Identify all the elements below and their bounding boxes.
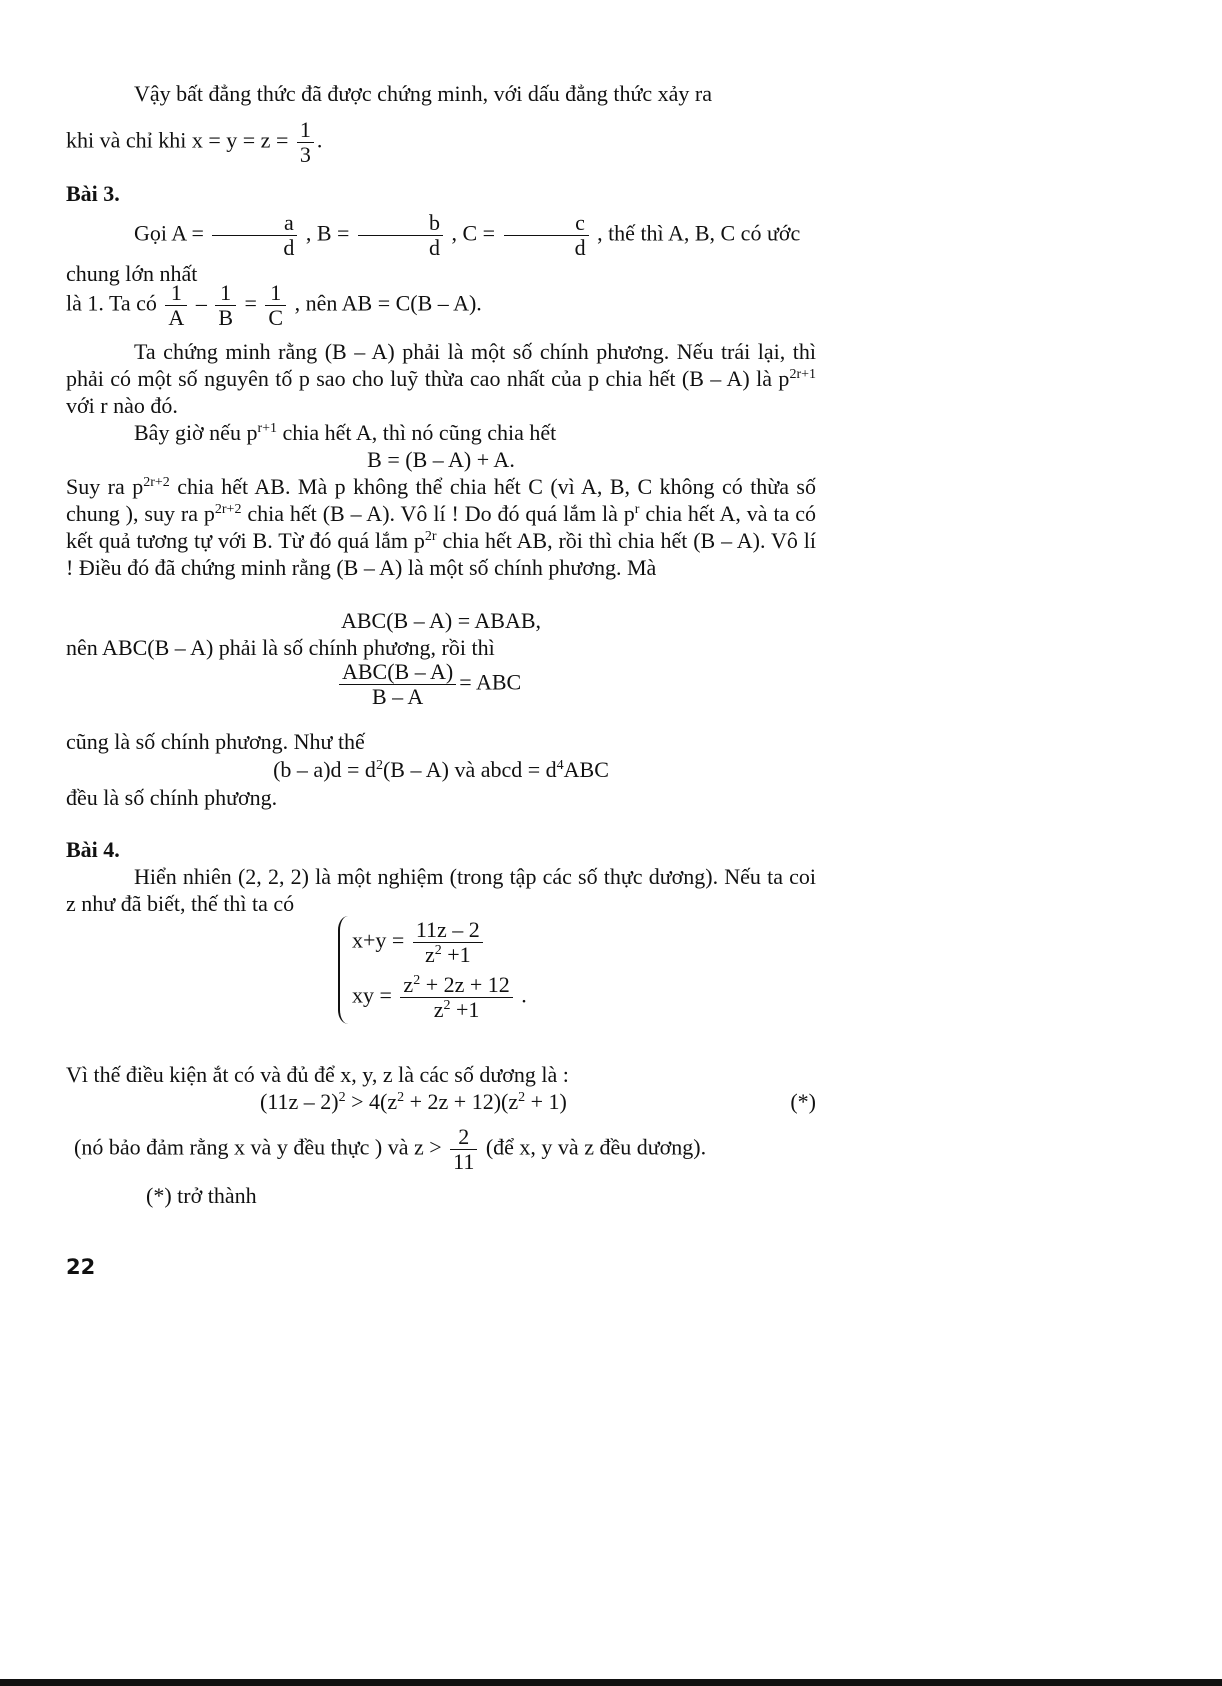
document-page: [66, 0, 816, 1686]
text-segment: = ABC: [459, 669, 522, 695]
equation-sum: [352, 918, 516, 967]
text-punct: .: [521, 982, 527, 1008]
exponent: 2: [518, 1090, 526, 1105]
equation-abcd: [66, 756, 816, 783]
exponent: 2r+2: [214, 502, 242, 517]
equation-product: [352, 973, 516, 1022]
fraction-numerator: 11z – 2: [413, 918, 483, 943]
paragraph-becomes: (*) trở thành: [146, 1183, 257, 1208]
fraction-denominator: C: [268, 305, 284, 330]
exponent: r: [634, 502, 640, 517]
exponent: 2: [375, 758, 383, 773]
exponent: 2: [413, 973, 421, 988]
text-segment: + 2z + 12)(z: [404, 1089, 519, 1114]
fraction-numerator: ABC(B – A): [339, 660, 456, 685]
paragraph-also-square: cũng là số chính phương. Như thế: [66, 729, 365, 754]
fraction-denominator: B: [218, 305, 233, 330]
heading-bai-3: Bài 3.: [66, 181, 120, 206]
fraction-denominator: d: [428, 235, 440, 260]
text-segment: + 2z + 12: [420, 972, 510, 997]
fraction-b-over-d: [358, 211, 443, 260]
fraction-one-over-c: [265, 281, 286, 330]
equation-system: [338, 912, 758, 1028]
fraction-product: [400, 973, 512, 1022]
fraction-denominator: [400, 998, 512, 1022]
equation-abc-fraction: [336, 660, 736, 709]
paragraph-square-claim: [66, 338, 816, 419]
text-segment: z: [433, 997, 444, 1022]
text-segment: ABC: [563, 757, 609, 782]
fraction-c-over-d: [504, 211, 589, 260]
fraction-numerator: 1: [297, 118, 314, 143]
fraction-two-elevenths: [450, 1125, 477, 1174]
scan-edge-bar: [0, 1679, 1222, 1686]
text-punct: .: [316, 127, 323, 153]
text-segment: > 4(z: [345, 1089, 398, 1114]
text-segment: Ta chứng minh rằng (B – A) phải là một số chính phương. Nếu trái lại, thì phải có một số nguyên tố p sao cho luỹ thừa cao nhất của p chia hết (B – A) là p: [66, 339, 816, 391]
text-segment: +1: [450, 997, 480, 1022]
text-segment: +1: [441, 942, 471, 967]
text-segment: chia hết AB, rồi thì chia hết (B – A). Vô lí ! Điều đó đã chứng minh rằng (B – A) là một số chính phương. Mà: [66, 528, 816, 580]
text-segment: , B =: [305, 220, 350, 246]
fraction-numerator: c: [504, 211, 589, 236]
text-segment: là 1. Ta có: [66, 290, 157, 316]
equation-abab: ABC(B – A) = ABAB,: [340, 608, 542, 633]
text-segment: chia hết AB. Mà p không thể chia hết C (vì A, B, C không có thừa số chung ), suy ra p: [66, 474, 816, 526]
fraction-sum: [413, 918, 483, 967]
exponent: 2: [397, 1090, 405, 1105]
text-segment: (để x, y và z đều dương).: [485, 1134, 707, 1160]
fraction-one-over-b: [215, 281, 236, 330]
fraction-numerator: 2: [450, 1125, 477, 1150]
text-segment: z: [424, 942, 435, 967]
text-segment: xy =: [352, 982, 392, 1008]
text-segment: (11z – 2): [260, 1089, 339, 1114]
minus-sign: –: [195, 290, 207, 316]
fraction-denominator: 3: [299, 142, 311, 167]
fraction-denominator: 11: [453, 1149, 475, 1174]
fraction-numerator: 1: [165, 281, 187, 306]
paragraph-real-condition: [74, 1125, 816, 1174]
text-segment: chia hết A, thì nó cũng chia hết: [277, 420, 557, 445]
left-brace: [338, 916, 349, 1024]
fraction-numerator: 1: [265, 281, 286, 306]
equation-b-sum: B = (B – A) + A.: [367, 447, 515, 472]
paragraph-reciprocal-identity: [66, 281, 816, 330]
fraction-numerator: 1: [215, 281, 236, 306]
exponent: 4: [556, 758, 564, 773]
text-segment: , nên AB = C(B – A).: [294, 290, 482, 316]
fraction-numerator: [400, 973, 512, 998]
text-segment: x+y =: [352, 927, 405, 953]
exponent: r+1: [257, 421, 278, 436]
text-segment: z: [403, 972, 414, 997]
fraction-one-third: [297, 118, 314, 167]
paragraph-define-abc: [66, 211, 816, 287]
text-segment: (nó bảo đảm rằng x và y đều thực ) và z >: [74, 1134, 442, 1160]
paragraph-solution-intro: Hiển nhiên (2, 2, 2) là một nghiệm (trong tập các số thực dương). Nếu ta coi z như đã biết, thế thì ta có: [66, 864, 816, 916]
text-line: khi và chỉ khi x = y = z =: [66, 127, 289, 153]
fraction-denominator: d: [283, 235, 295, 260]
text-segment: + 1): [525, 1089, 567, 1114]
fraction-denominator: [413, 943, 483, 967]
page-number: 22: [66, 1255, 96, 1279]
text-segment: Suy ra p: [66, 474, 144, 499]
paragraph-condition: Vì thế điều kiện ắt có và đủ để x, y, z là các số dương là :: [66, 1062, 569, 1087]
paragraph-contradiction: [66, 473, 816, 581]
text-segment: , thế thì A, B, C có ước chung lớn nhất: [66, 220, 801, 286]
fraction-a-over-d: [212, 211, 297, 260]
fraction-denominator: A: [168, 305, 185, 330]
text-segment: Gọi A =: [134, 220, 204, 246]
exponent: 2: [338, 1090, 346, 1105]
text-segment: chia hết (B – A). Vô lí ! Do đó quá lắm là p: [241, 501, 635, 526]
paragraph-divides-a: [66, 419, 816, 446]
paragraph-equality-condition: [66, 118, 816, 167]
exponent: 2r+1: [789, 367, 816, 382]
text-segment: (B – A) và abcd = d: [382, 757, 557, 782]
inequality-expression: [260, 1088, 567, 1115]
exponent: 2r: [424, 529, 437, 544]
system-of-equations: [338, 912, 516, 1028]
paragraph-all-square: đều là số chính phương.: [66, 785, 278, 810]
equals-sign: =: [244, 290, 257, 316]
heading-bai-4: Bài 4.: [66, 837, 120, 862]
fraction-one-over-a: [165, 281, 187, 330]
equation-label: (*): [790, 1089, 816, 1114]
fraction-numerator: a: [212, 211, 297, 236]
paragraph-abc-square: nên ABC(B – A) phải là số chính phương, rồi thì: [66, 635, 495, 660]
exponent: 2r+2: [143, 475, 170, 490]
text-line: Vậy bất đẳng thức đã được chứng minh, với dấu đẳng thức xảy ra: [134, 81, 713, 106]
text-segment: (b – a)d = d: [273, 757, 376, 782]
text-segment: , C =: [451, 220, 496, 246]
text-segment: với r nào đó.: [66, 393, 178, 418]
text-segment: chia hết A, và ta có kết quả tương tự với B. Từ đó quá lắm p: [66, 501, 816, 553]
exponent: 2: [434, 943, 442, 958]
fraction-abc: [339, 660, 456, 709]
text-segment: Bây giờ nếu p: [134, 420, 258, 445]
exponent: 2: [443, 998, 451, 1013]
fraction-denominator: B – A: [371, 684, 424, 709]
fraction-denominator: d: [574, 235, 586, 260]
fraction-numerator: b: [358, 211, 443, 236]
paragraph-conclusion: [66, 80, 816, 107]
